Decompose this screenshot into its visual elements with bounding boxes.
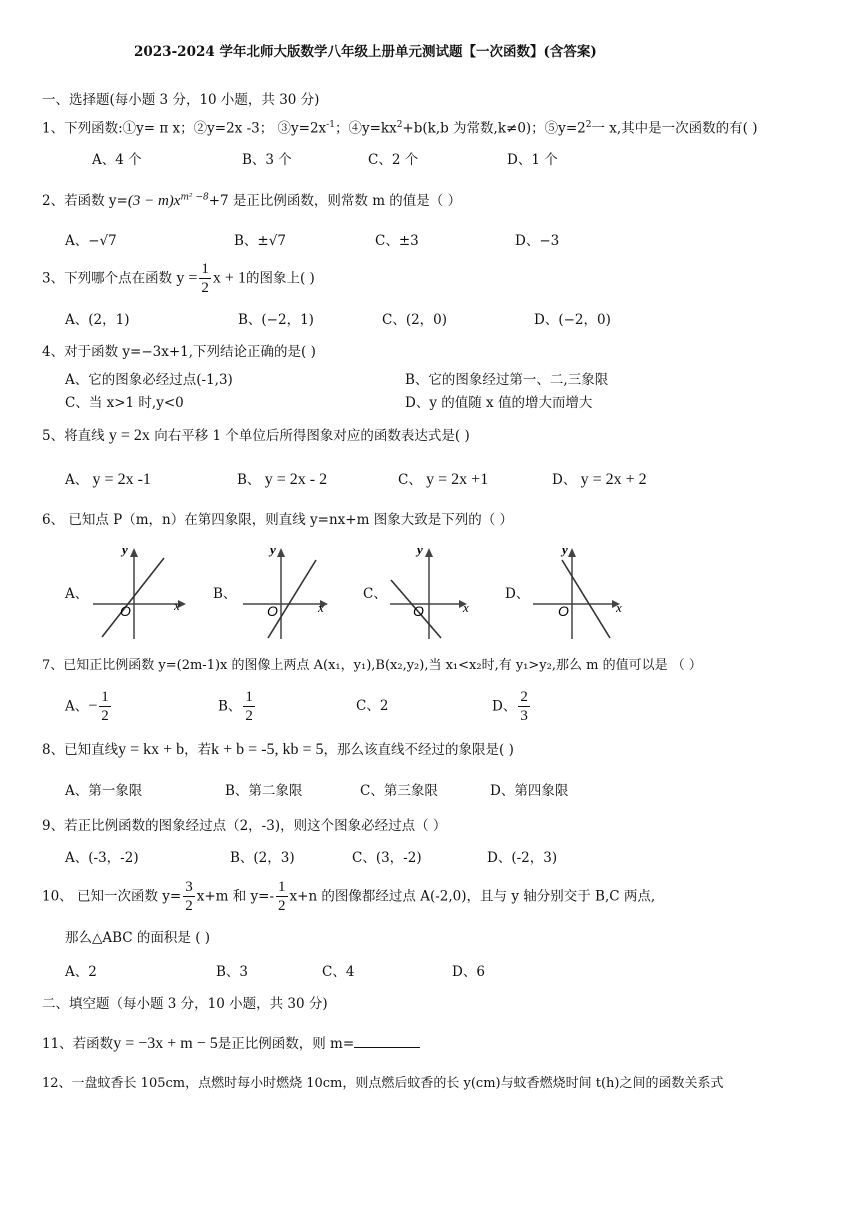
- q5-option-a-expr: y = 2x -1: [92, 471, 151, 488]
- q10-text-mid: x+m 和 y=-: [196, 888, 275, 905]
- y-axis-arrow: [130, 548, 138, 557]
- graph-line: [562, 560, 610, 638]
- question-2-stem: [42, 192, 461, 210]
- q11-answer-blank[interactable]: [354, 1035, 420, 1048]
- q7-option-a-fraction: [99, 690, 111, 724]
- q1-exp1: -1: [326, 120, 335, 130]
- x-axis-label: x: [174, 598, 180, 613]
- page-title: 2023-2024 学年北师大版数学八年级上册单元测试题【一次函数】(含答案): [134, 44, 597, 60]
- q3-frac-den: 2: [201, 280, 209, 296]
- q2-option-c: C、±3: [375, 233, 419, 249]
- q7-option-a-sign: −: [88, 697, 98, 715]
- origin-label: O: [267, 603, 278, 619]
- q1-text-mid: ；④y=kx: [334, 120, 397, 137]
- x-axis-label: x: [616, 600, 622, 615]
- q5-option-b-letter: B、: [237, 472, 261, 488]
- q3-frac-num: 1: [201, 261, 209, 277]
- q1-exp2: 2: [396, 120, 403, 130]
- q5-option-a: [65, 470, 151, 489]
- q5-option-c-expr: y = 2x +1: [426, 471, 489, 488]
- q10-option-a: A、2: [65, 964, 97, 980]
- q7-a-den: 2: [101, 708, 109, 724]
- q2-option-b: B、±√7: [234, 233, 286, 249]
- y-axis-arrow: [568, 548, 576, 557]
- q9-option-d: D、(-2，3): [487, 850, 558, 866]
- q9-option-c: C、(3，-2): [352, 850, 422, 866]
- q10-option-b: B、3: [216, 964, 249, 980]
- q6-option-a-letter: A、: [65, 586, 89, 602]
- q7-d-den: 3: [520, 708, 528, 724]
- q7-option-d-fraction: [518, 690, 530, 724]
- q11-text-suffix: 是正比例函数，则 m=: [217, 1036, 355, 1052]
- q5-option-a-letter: A、: [65, 472, 89, 488]
- x-axis-label: x: [463, 600, 469, 615]
- q4-option-d: D、y 的值随 x 值的增大而增大: [405, 395, 593, 411]
- q1-option-c: C、2 个: [368, 152, 419, 168]
- q4-option-c: C、当 x>1 时,y<0: [65, 395, 184, 411]
- q7-option-b: [218, 690, 257, 724]
- question-4-stem: 4、对于函数 y=−3x+1,下列结论正确的是( ): [42, 344, 316, 360]
- y-axis-arrow: [277, 548, 285, 557]
- q4-option-b: B、它的图象经过第一、二,三象限: [405, 372, 609, 388]
- q6-graph-d: [528, 540, 638, 640]
- x-axis-label: x: [318, 600, 324, 615]
- q7-option-b-fraction: [243, 690, 255, 724]
- q6-option-d-letter: D、: [505, 586, 530, 602]
- q7-b-den: 2: [245, 708, 253, 724]
- q8-option-a: A、第一象限: [65, 783, 143, 799]
- q8-expr2: k + b = -5, kb = 5: [211, 741, 324, 758]
- q6-graph-b: [238, 540, 348, 640]
- origin-label: O: [120, 603, 131, 619]
- q5-option-d-letter: D、: [552, 472, 577, 488]
- q10-f1-num: 3: [185, 879, 193, 895]
- q7-option-a-letter: A、: [65, 698, 89, 715]
- question-12-stem: 12、一盘蚊香长 105cm，点燃时每小时燃烧 10cm，则点燃后蚊香的长 y(cm)与蚊香燃烧时间 t(h)之间的函数关系式: [42, 1076, 724, 1091]
- q10-option-d: D、6: [452, 964, 485, 980]
- question-9-stem: 9、若正比例函数的图象经过点（2，-3)，则这个图象必经过点（ ）: [42, 818, 447, 834]
- q8-expr1: y = kx + b: [118, 741, 185, 758]
- q3-option-b: B、(−2，1): [238, 312, 314, 328]
- origin-label: O: [413, 603, 424, 619]
- question-1-stem: [42, 120, 757, 137]
- q1-text-suffix: 一 x,其中是一次函数的有( ): [591, 120, 758, 137]
- q5-option-c-letter: C、: [398, 472, 422, 488]
- y-axis-arrow: [425, 548, 433, 557]
- q1-option-a: A、4 个: [92, 152, 142, 168]
- q3-expr-rest: x + 1: [212, 269, 246, 287]
- q8-text-mid: ，若: [184, 742, 212, 758]
- q7-d-num: 2: [520, 689, 528, 705]
- q3-y: y =: [176, 269, 198, 287]
- q10-fraction-2: [276, 880, 288, 914]
- q3-text-suffix: 的图象上( ): [245, 270, 315, 287]
- question-5-stem: [42, 426, 470, 445]
- q10-f2-num: 1: [278, 879, 286, 895]
- q2-text-suffix: +7 是正比例函数，则常数 m 的值是（ ）: [208, 193, 462, 209]
- q8-option-d: D、第四象限: [490, 783, 569, 799]
- q9-option-a: A、(-3，-2): [65, 850, 139, 866]
- q7-a-num: 1: [101, 689, 109, 705]
- q1-option-b: B、3 个: [242, 152, 292, 168]
- q11-expr: y = −3x + m − 5: [113, 1035, 218, 1052]
- q5-option-d-expr: y = 2x + 2: [580, 471, 647, 488]
- q2-text: 2、若函数 y=: [42, 193, 128, 209]
- q7-option-c-letter: C、: [356, 698, 380, 714]
- q10-stem-line2: 那么△ABC 的面积是 ( ): [65, 930, 211, 946]
- q8-option-b: B、第二象限: [225, 783, 303, 799]
- q9-option-b: B、(2，3): [230, 850, 295, 866]
- graph-line: [268, 560, 316, 638]
- q5-text: 5、将直线: [42, 428, 105, 444]
- question-7-stem: 7、已知正比例函数 y=(2m-1)x 的图像上两点 A(x₁，y₁),B(x₂,y₂),当 x₁<x₂时,有 y₁>y₂,那么 m 的值可以是 （ ）: [42, 658, 702, 673]
- q5-text-suffix: 向右平移 1 个单位后所得图象对应的函数表达式是( ): [154, 428, 470, 444]
- q10-text: 10、 已知一次函数 y=: [42, 888, 182, 905]
- y-axis-label: y: [270, 542, 276, 557]
- question-11-stem: [42, 1034, 420, 1053]
- y-axis-label: y: [562, 542, 568, 557]
- section-heading-choice: 一、选择题(每小题 3 分，10 小题，共 30 分): [42, 92, 320, 108]
- q5-option-b-expr: y = 2x - 2: [264, 471, 328, 488]
- q5-expr: y = 2x: [108, 427, 150, 444]
- q6-option-b-letter: B、: [213, 586, 237, 602]
- question-6-stem: 6、 已知点 P（m，n）在第四象限，则直线 y=nx+m 图象大致是下列的（ ）: [42, 512, 513, 528]
- q5-option-c: [398, 470, 488, 489]
- q7-option-a: [65, 690, 113, 724]
- q6-graph-a: [88, 540, 198, 640]
- q6-option-c-letter: C、: [363, 586, 387, 602]
- y-axis-label: y: [417, 542, 423, 557]
- q7-option-d-letter: D、: [492, 698, 517, 715]
- q2-option-d: D、−3: [515, 233, 560, 249]
- q7-option-c-value: 2: [379, 698, 389, 714]
- q7-option-b-letter: B、: [218, 698, 242, 715]
- q5-option-b: [237, 470, 327, 489]
- q7-option-c: [356, 698, 388, 714]
- q5-option-d: [552, 470, 647, 489]
- q8-option-c: C、第三象限: [360, 783, 438, 799]
- q7-option-d: [492, 690, 532, 724]
- question-3-stem: [42, 262, 315, 296]
- q7-b-num: 1: [245, 689, 253, 705]
- q1-option-d: D、1 个: [507, 152, 558, 168]
- y-axis-label: y: [122, 542, 128, 557]
- q1-text-mid2: +b(k,b 为常数,k≠0)；⑤y=2: [402, 120, 586, 137]
- q3-fraction: [199, 262, 211, 296]
- q4-option-a: A、它的图象必经过点(-1,3): [65, 372, 233, 388]
- q3-option-a: A、(2，1): [65, 312, 130, 328]
- origin-label: O: [558, 603, 569, 619]
- q10-f1-den: 2: [185, 898, 193, 914]
- q3-option-c: C、(2，0): [382, 312, 448, 328]
- q2-expr: (3 − m)x: [127, 193, 181, 209]
- section-heading-fill: 二、填空题（每小题 3 分，10 小题，共 30 分): [42, 996, 328, 1012]
- q10-f2-den: 2: [278, 898, 286, 914]
- q3-option-d: D、(−2，0): [534, 312, 611, 328]
- question-8-stem: [42, 740, 514, 759]
- graph-line: [102, 558, 164, 637]
- q8-text-suffix: ，那么该直线不经过的象限是( ): [323, 742, 514, 758]
- q2-option-a: A、−√7: [65, 233, 117, 249]
- q10-option-c: C、4: [322, 964, 355, 980]
- q10-fraction-1: [183, 880, 195, 914]
- q10-text-suffix: x+n 的图像都经过点 A(-2,0)，且与 y 轴分别交于 B,C 两点,: [289, 888, 656, 905]
- q1-exp3: 2: [585, 120, 592, 130]
- q1-text: 1、下列函数:①y= π x；②y=2x -3； ③y=2x: [42, 120, 327, 137]
- q8-text: 8、已知直线: [42, 742, 119, 758]
- q2-exp: m² −8: [180, 192, 209, 203]
- q11-text: 11、若函数: [42, 1036, 114, 1052]
- q6-graph-c: [385, 540, 495, 640]
- q3-text: 3、下列哪个点在函数: [42, 270, 173, 287]
- question-10-stem: [42, 880, 655, 914]
